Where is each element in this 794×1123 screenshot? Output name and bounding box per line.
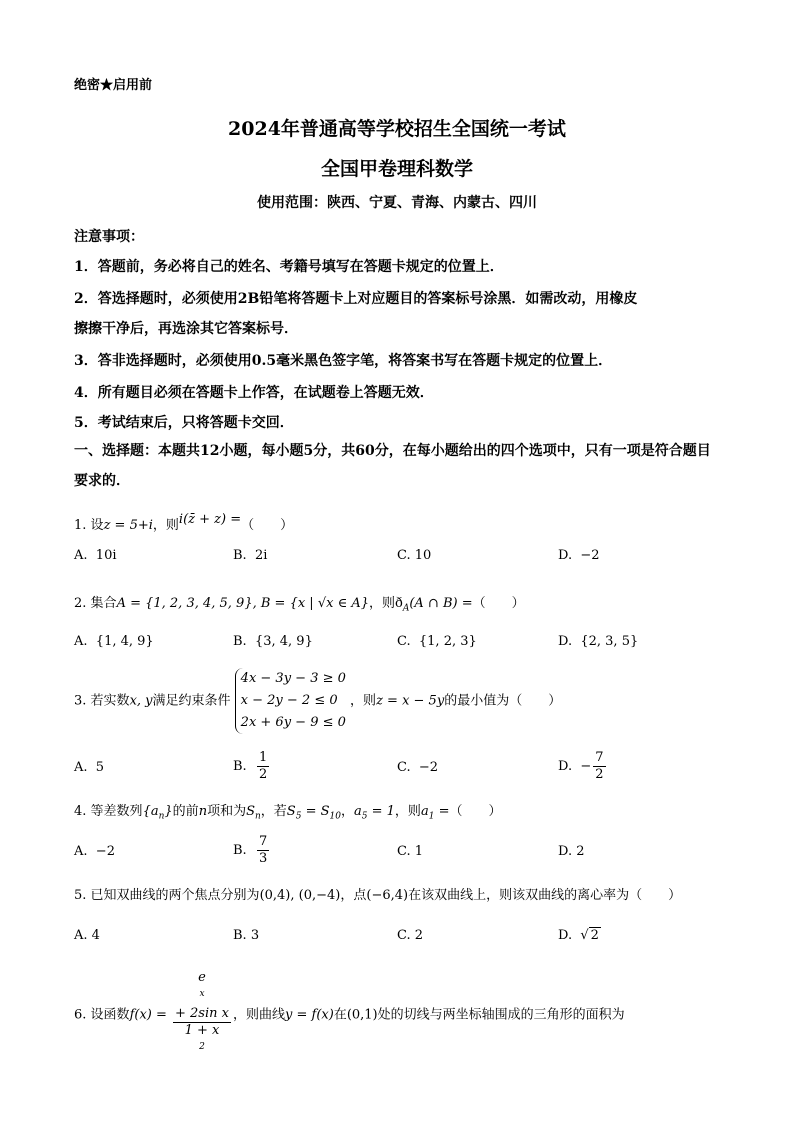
- question-text: 已知双曲线的两个焦点分别为: [90, 888, 260, 903]
- question-text: 的最小值为（ ）: [444, 693, 562, 709]
- option-c: C. 2: [397, 928, 424, 943]
- notice-heading: 注意事项：: [74, 229, 144, 245]
- question-text: ，若: [260, 804, 287, 819]
- question-text: ，: [340, 804, 354, 819]
- question-text: （ ）: [241, 518, 294, 533]
- question-number: 6.: [74, 1007, 87, 1023]
- option-c: C. 1: [397, 844, 424, 859]
- option-c: C. −2: [397, 760, 439, 775]
- math-expr: (A ∩ B) =: [409, 596, 473, 611]
- question-number: 3.: [74, 693, 87, 709]
- question-2: 2. 集合A = {1, 2, 3, 4, 5, 9}, B = {x | √x ∈ A}，则$ð_A(A$ ∩ B) =（ ）: [74, 596, 525, 614]
- question-text: 在该双曲线上，则该双曲线的离心率为（ ）: [408, 888, 682, 903]
- option-c: C. {1, 2, 3}: [397, 634, 477, 649]
- fraction: $\frac{7}{2}$: [595, 750, 604, 782]
- question-text: ，则: [350, 693, 377, 709]
- question-number: 1.: [74, 518, 87, 533]
- notice-item: 4．所有题目必须在答题卡上作答，在试题卷上答题无效．: [74, 385, 434, 401]
- option-b: B. 2i: [233, 548, 268, 563]
- question-text: 设: [90, 518, 104, 533]
- math-expr: z = 5+i: [103, 518, 153, 533]
- question-text: 等差数列: [90, 804, 143, 819]
- option-c: C. 10: [397, 548, 432, 563]
- question-text: （ ）: [472, 596, 525, 611]
- notice-item: 3．答非选择题时，必须使用0.5毫米黑色签字笔，将答案书写在答题卡规定的位置上．: [74, 353, 613, 369]
- question-5: 5. 已知双曲线的两个焦点分别为(0,4), (0,−4)，点(−6,4)在该双曲线上，则该双曲线的离心率为（ ）: [74, 888, 682, 903]
- math-expr: x, y: [129, 693, 153, 709]
- math-expr: i(z̄ + z) =: [178, 512, 242, 527]
- question-text: 满足约束条件: [152, 693, 231, 709]
- section-heading: 一、选择题：本题共12小题，每小题5分，共60分，在每小题给出的四个选项中，只有一项是符合题目要求的．: [74, 443, 711, 489]
- option-d: D. 2: [558, 844, 585, 859]
- question-6: 6. 设函数f(x) = e $^x$ + 2sin x 1 + x $^2$ ，则曲线y = f(x)在(0,1)处的切线与两坐标轴围成的三角形的面积为: [74, 970, 625, 1060]
- constraint: 2x + 6y − 9 ≤ 0: [240, 715, 346, 730]
- question-4: 4. 等差数列$\{a_n\}$的前n项和为$S_n$，若$S_5 = S_{10}$，$a_5 = 1$，则$a_1$ =（ ）: [74, 804, 502, 822]
- option-b: B. $\frac{7}{3}$: [233, 834, 268, 866]
- question-text: 项和为: [207, 804, 247, 819]
- option-a: A. {1, 4, 9}: [74, 634, 154, 649]
- math-expr: A = {1, 2, 3, 4, 5, 9}, B = {x | √x ∈ A}: [116, 596, 369, 611]
- option-d: D. − $\frac{7}{2}$: [558, 750, 604, 782]
- option-a: A. 10i: [74, 548, 117, 563]
- question-text: 在: [333, 1007, 347, 1023]
- option-a: A. 5: [74, 760, 105, 775]
- exam-title: 2024年普通高等学校招生全国统一考试: [228, 118, 566, 140]
- notice-item: 擦擦干净后，再选涂其它答案标号．: [74, 321, 298, 337]
- constraint-system: [235, 668, 346, 734]
- question-number: 5.: [74, 888, 87, 903]
- fraction: e $^x$ + 2sin x 1 + x $^2$: [175, 970, 229, 1053]
- notice-item: 1．答题前，务必将自己的姓名、考籍号填写在答题卡规定的位置上．: [74, 259, 504, 275]
- option-a: A. −2: [74, 844, 115, 859]
- question-text: （ ）: [449, 804, 502, 819]
- question-text: ，则曲线: [232, 1007, 285, 1023]
- constraint: 4x − 3y − 3 ≥ 0: [240, 671, 346, 686]
- question-text: ，则: [394, 804, 421, 819]
- notice-item: 2．答选择题时，必须使用2B铅笔将答题卡上对应题目的答案标号涂黑．如需改动，用橡皮: [74, 291, 638, 307]
- exam-subtitle: 全国甲卷理科数学: [320, 158, 473, 180]
- math-expr: z = x − 5y: [376, 693, 445, 709]
- math-expr: ð: [395, 596, 403, 611]
- question-1: [74, 514, 293, 533]
- option-d: D. {2, 3, 5}: [558, 634, 639, 649]
- question-text: 处的切线与两坐标轴围成的三角形的面积为: [377, 1007, 625, 1023]
- question-number: 2.: [74, 596, 87, 611]
- question-text: ，点: [340, 888, 367, 903]
- confidential-mark: 绝密★启用前: [74, 78, 153, 93]
- option-b: B. {3, 4, 9}: [233, 634, 313, 649]
- option-b: B. 3: [233, 928, 260, 943]
- usage-scope: 使用范围：陕西、宁夏、青海、内蒙古、四川: [257, 195, 537, 211]
- question-text: 集合: [90, 596, 117, 611]
- constraint: x − 2y − 2 ≤ 0: [240, 693, 338, 708]
- fraction: $\frac{1}{2}$: [258, 750, 268, 782]
- question-text: 的前: [172, 804, 199, 819]
- question-3: [74, 668, 561, 734]
- question-text: 若实数: [90, 693, 130, 709]
- option-d: D. √ 2: [558, 928, 599, 943]
- notice-item: 5．考试结束后，只将答题卡交回．: [74, 415, 294, 431]
- option-a: A. 4: [74, 928, 100, 943]
- question-text: 设函数: [90, 1007, 130, 1023]
- option-d: D. −2: [558, 548, 600, 563]
- option-b: B. $\frac{1}{2}$: [233, 750, 268, 782]
- question-text: ，则: [368, 596, 395, 611]
- question-text: ，则: [152, 518, 179, 533]
- fraction: $\frac{7}{3}$: [258, 834, 268, 866]
- question-number: 4.: [74, 804, 87, 819]
